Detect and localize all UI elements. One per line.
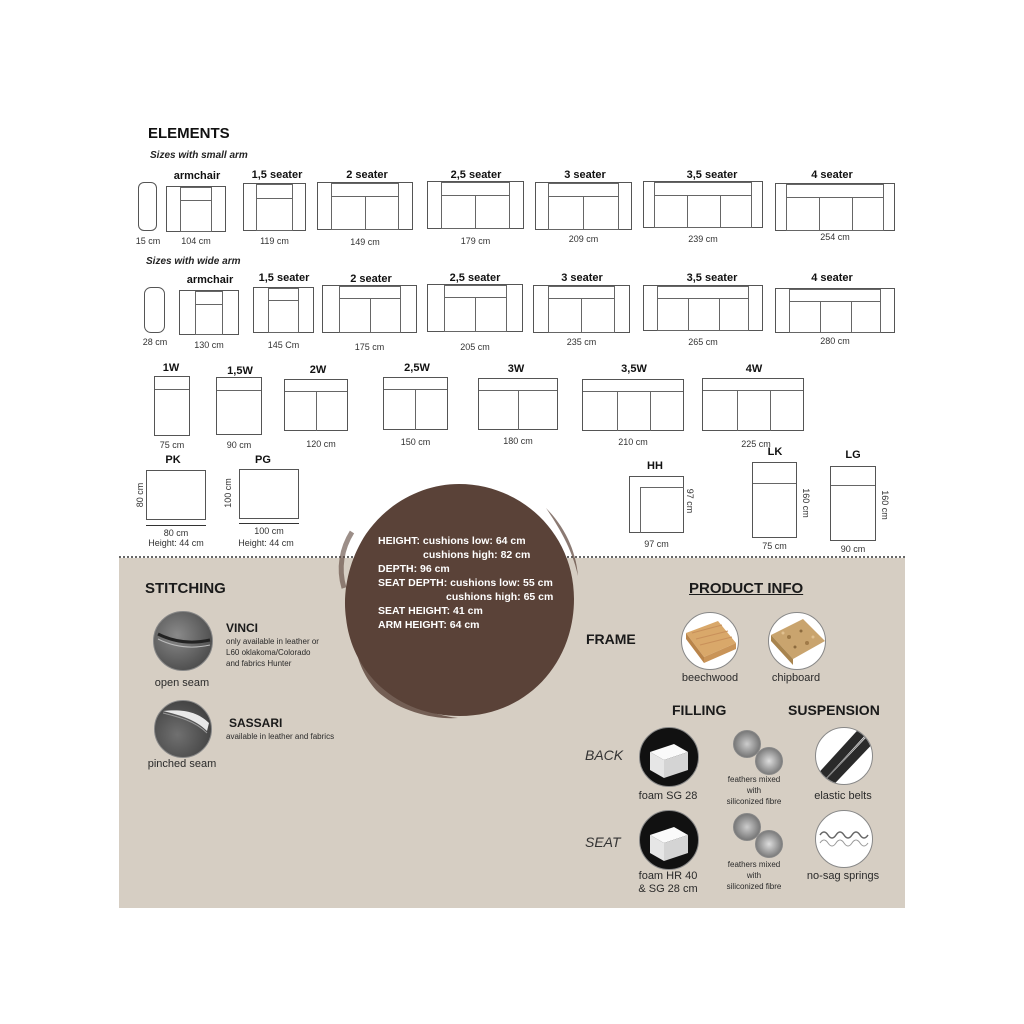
small-arm-subtitle: Sizes with small arm bbox=[150, 150, 248, 161]
chaise-diagram bbox=[752, 462, 797, 538]
module-label: PG bbox=[255, 454, 271, 466]
vinci-desc: only available in leather or bbox=[226, 637, 319, 646]
module-label: 4 seater bbox=[811, 272, 853, 284]
height-label: Height: 44 cm bbox=[238, 538, 294, 548]
size-label: 15 cm bbox=[135, 236, 161, 246]
sofa-diagram bbox=[284, 379, 348, 431]
module-label: 2 seater bbox=[350, 273, 392, 285]
module-label: armchair bbox=[173, 170, 221, 182]
size-label: 210 cm bbox=[618, 437, 648, 447]
size-label: 280 cm bbox=[820, 336, 850, 346]
size-label: 75 cm bbox=[159, 440, 185, 450]
module-label: 3 seater bbox=[564, 169, 606, 181]
module-label: 2W bbox=[309, 364, 327, 376]
module-label: 3,5 seater bbox=[686, 169, 738, 181]
module-label: 2,5 seater bbox=[450, 169, 502, 181]
fibre-image bbox=[755, 830, 783, 858]
sofa-diagram bbox=[775, 288, 895, 333]
fibre-image bbox=[755, 747, 783, 775]
module-label: 4W bbox=[745, 363, 763, 375]
feathers-caption: feathers mixed bbox=[727, 775, 781, 784]
sassari-desc: available in leather and fabrics bbox=[226, 732, 335, 741]
foam-seat-image bbox=[639, 810, 699, 870]
size-label: 120 cm bbox=[306, 439, 336, 449]
frame-caption: beechwood bbox=[681, 672, 739, 684]
frame-title: FRAME bbox=[586, 631, 636, 647]
beechwood-image bbox=[681, 612, 739, 670]
module-label: 4 seater bbox=[811, 169, 853, 181]
sofa-diagram bbox=[643, 181, 763, 228]
size-label: 235 cm bbox=[566, 337, 597, 347]
vinci-title: VINCI bbox=[226, 621, 259, 635]
sofa-diagram bbox=[427, 181, 524, 229]
size-label: 130 cm bbox=[194, 340, 224, 350]
sofa-diagram bbox=[775, 183, 895, 231]
size-label: 119 cm bbox=[260, 236, 289, 246]
size-label: 254 cm bbox=[820, 232, 850, 242]
suspension-title: SUSPENSION bbox=[788, 702, 880, 718]
module-label: 3,5W bbox=[621, 363, 647, 375]
size-label: 90 cm bbox=[226, 440, 252, 450]
feathers-caption: with bbox=[746, 786, 762, 795]
module-label: PK bbox=[165, 454, 181, 466]
foam-back-image bbox=[639, 727, 699, 787]
suspension-caption: no-sag springs bbox=[806, 870, 880, 882]
module-label: 1,5 seater bbox=[258, 272, 310, 284]
height-label: Height: 44 cm bbox=[148, 538, 204, 548]
sassari-title: SASSARI bbox=[229, 716, 283, 730]
size-label: 80 cm bbox=[135, 482, 145, 508]
no-sag-springs-image bbox=[815, 810, 873, 868]
size-label: 209 cm bbox=[568, 234, 599, 244]
filling-title: FILLING bbox=[672, 702, 727, 718]
back-label: BACK bbox=[585, 747, 624, 763]
sofa-diagram bbox=[154, 376, 190, 436]
size-label: 100 cm bbox=[223, 478, 233, 508]
size-label: 175 cm bbox=[354, 342, 385, 352]
elastic-belts-image bbox=[815, 727, 873, 785]
sofa-diagram bbox=[216, 377, 262, 435]
open-seam-image bbox=[153, 611, 213, 671]
frame-caption: chipboard bbox=[771, 672, 821, 684]
spec-line: cushions high: 65 cm bbox=[446, 591, 554, 603]
stitch-caption: pinched seam bbox=[147, 758, 217, 770]
size-label: 80 cm bbox=[163, 528, 189, 538]
size-label: 179 cm bbox=[460, 236, 491, 246]
chipboard-image bbox=[768, 612, 826, 670]
sofa-diagram bbox=[317, 182, 413, 230]
dimension-line bbox=[146, 525, 206, 526]
vinci-desc: and fabrics Hunter bbox=[226, 659, 292, 668]
module-label: LK bbox=[767, 446, 783, 458]
spec-line: DEPTH: 96 cm bbox=[378, 563, 450, 575]
foam-caption: foam SG 28 bbox=[638, 790, 698, 802]
size-label: 180 cm bbox=[503, 436, 533, 446]
sofa-diagram bbox=[383, 377, 448, 430]
spec-line: HEIGHT: cushions low: 64 cm bbox=[378, 535, 526, 547]
size-label: 97 cm bbox=[685, 488, 695, 514]
module-label: LG bbox=[845, 449, 861, 461]
module-label: 3W bbox=[507, 363, 525, 375]
size-label: 265 cm bbox=[688, 337, 718, 347]
sofa-diagram bbox=[643, 285, 763, 331]
sofa-diagram bbox=[243, 183, 306, 231]
spec-line: ARM HEIGHT: 64 cm bbox=[378, 619, 480, 631]
spec-line: SEAT HEIGHT: 41 cm bbox=[378, 605, 483, 617]
wide-arm-subtitle: Sizes with wide arm bbox=[146, 256, 241, 267]
product-info-title: PRODUCT INFO bbox=[689, 580, 804, 597]
sofa-diagram bbox=[478, 378, 558, 430]
pinched-seam-image bbox=[154, 700, 212, 758]
module-label: HH bbox=[647, 460, 663, 472]
size-label: 225 cm bbox=[741, 439, 771, 449]
sofa-diagram bbox=[179, 290, 239, 335]
suspension-caption: elastic belts bbox=[814, 790, 872, 802]
size-label: 104 cm bbox=[181, 236, 211, 246]
feathers-caption: with bbox=[746, 871, 762, 880]
module-label: 2,5 seater bbox=[449, 272, 501, 284]
stitch-caption: open seam bbox=[154, 677, 210, 689]
size-label: 100 cm bbox=[254, 526, 284, 536]
sofa-diagram bbox=[535, 182, 632, 230]
size-label: 75 cm bbox=[762, 541, 787, 551]
size-label: 150 cm bbox=[400, 437, 431, 447]
module-label: 1W bbox=[162, 362, 180, 374]
sofa-diagram bbox=[582, 379, 684, 431]
pouf-diagram bbox=[146, 470, 206, 520]
size-label: 28 cm bbox=[142, 337, 168, 347]
feathers-caption: siliconized fibre bbox=[726, 882, 782, 891]
vinci-desc: L60 oklakoma/Colorado bbox=[226, 648, 311, 657]
seat-label: SEAT bbox=[585, 834, 621, 850]
sofa-diagram bbox=[322, 285, 417, 333]
module-label: 2 seater bbox=[346, 169, 388, 181]
sofa-diagram bbox=[144, 287, 165, 333]
module-label: 1,5 seater bbox=[251, 169, 303, 181]
sofa-diagram bbox=[533, 285, 630, 333]
feathers-caption: siliconized fibre bbox=[726, 797, 782, 806]
foam-caption: foam HR 40 bbox=[638, 870, 698, 882]
module-label: armchair bbox=[186, 274, 234, 286]
size-label: 160 cm bbox=[880, 490, 890, 520]
corner-diagram bbox=[629, 476, 684, 533]
module-label: 1,5W bbox=[227, 365, 253, 377]
feathers-caption: feathers mixed bbox=[727, 860, 781, 869]
sofa-diagram bbox=[138, 182, 157, 231]
dimension-line bbox=[239, 523, 299, 524]
sofa-diagram bbox=[427, 284, 523, 332]
size-label: 149 cm bbox=[350, 237, 380, 247]
size-label: 90 cm bbox=[840, 544, 866, 554]
size-label: 145 Cm bbox=[267, 340, 300, 350]
sofa-diagram bbox=[702, 378, 804, 431]
stitching-title: STITCHING bbox=[145, 580, 226, 597]
module-label: 3 seater bbox=[561, 272, 603, 284]
size-label: 239 cm bbox=[688, 234, 718, 244]
spec-line: cushions high: 82 cm bbox=[423, 549, 531, 561]
size-label: 160 cm bbox=[801, 488, 811, 518]
pouf-diagram bbox=[239, 469, 299, 519]
spec-line: SEAT DEPTH: cushions low: 55 cm bbox=[378, 577, 553, 589]
sofa-diagram bbox=[166, 186, 226, 232]
size-label: 97 cm bbox=[644, 539, 669, 549]
elements-heading: ELEMENTS bbox=[148, 125, 230, 142]
size-label: 205 cm bbox=[460, 342, 490, 352]
foam-caption: & SG 28 cm bbox=[638, 883, 698, 895]
sofa-diagram bbox=[253, 287, 314, 333]
chaise-diagram bbox=[830, 466, 876, 541]
module-label: 2,5W bbox=[404, 362, 430, 374]
module-label: 3,5 seater bbox=[686, 272, 738, 284]
